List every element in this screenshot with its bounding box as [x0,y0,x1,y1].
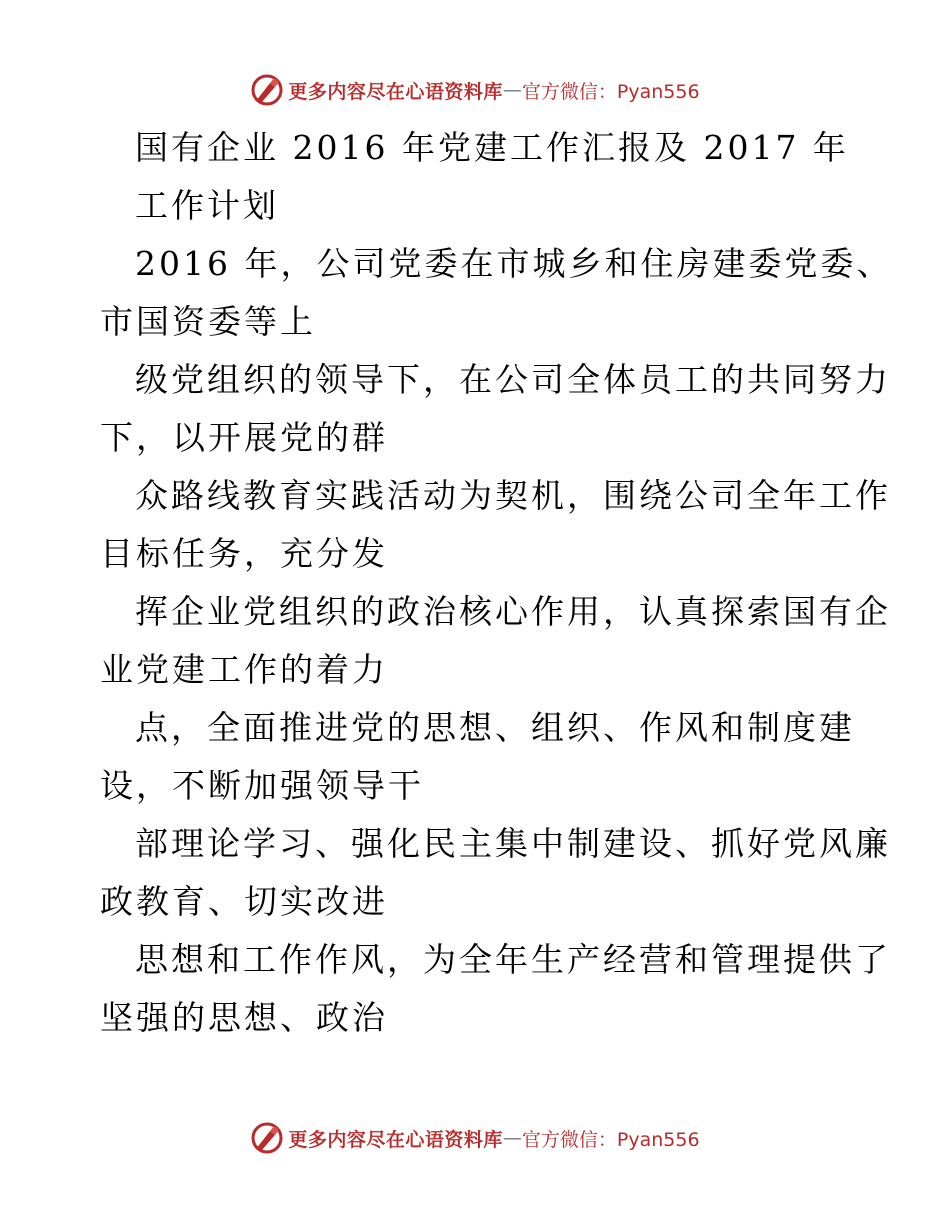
banner-text: 更多内容尽在心语资料库 [288,80,503,103]
paragraph-line: 思想和工作作风，为全年生产经营和管理提供了 [135,940,891,979]
paragraph-line: 众路线教育实践活动为契机，围绕公司全年工作 [135,476,891,515]
paragraph-line: 目标任务，充分发 [100,534,388,573]
paragraph-line: 设，不断加强领导干 [100,766,424,805]
paragraph-line: 部理论学习、强化民主集中制建设、抓好党风廉 [135,824,891,863]
pen-logo-icon [250,1121,284,1155]
document-title-cont: 工作计划 [135,186,279,225]
banner-separator: — [502,79,522,101]
banner-text: 更多内容尽在心语资料库 [288,1128,503,1151]
footer-banner [0,1118,950,1158]
banner-separator: — [502,1127,522,1149]
banner-wechat: 官方微信：Pyan556 [521,1128,700,1151]
paragraph-line: 坚强的思想、政治 [100,998,388,1037]
paragraph-line: 业党建工作的着力 [100,650,388,689]
paragraph-line: 政教育、切实改进 [100,882,388,921]
document-title: 国有企业 2016 年党建工作汇报及 2017 年 [135,128,849,167]
paragraph-line: 点，全面推进党的思想、组织、作风和制度建 [135,708,855,747]
paragraph-line: 挥企业党组织的政治核心作用，认真探索国有企 [135,592,891,631]
paragraph-line: 市国资委等上 [100,302,316,341]
paragraph-line: 级党组织的领导下，在公司全体员工的共同努力 [135,360,891,399]
paragraph-line: 2016 年，公司党委在市城乡和住房建委党委、 [135,244,893,283]
paragraph-line: 下，以开展党的群 [100,418,388,457]
banner-wechat: 官方微信：Pyan556 [521,80,700,103]
